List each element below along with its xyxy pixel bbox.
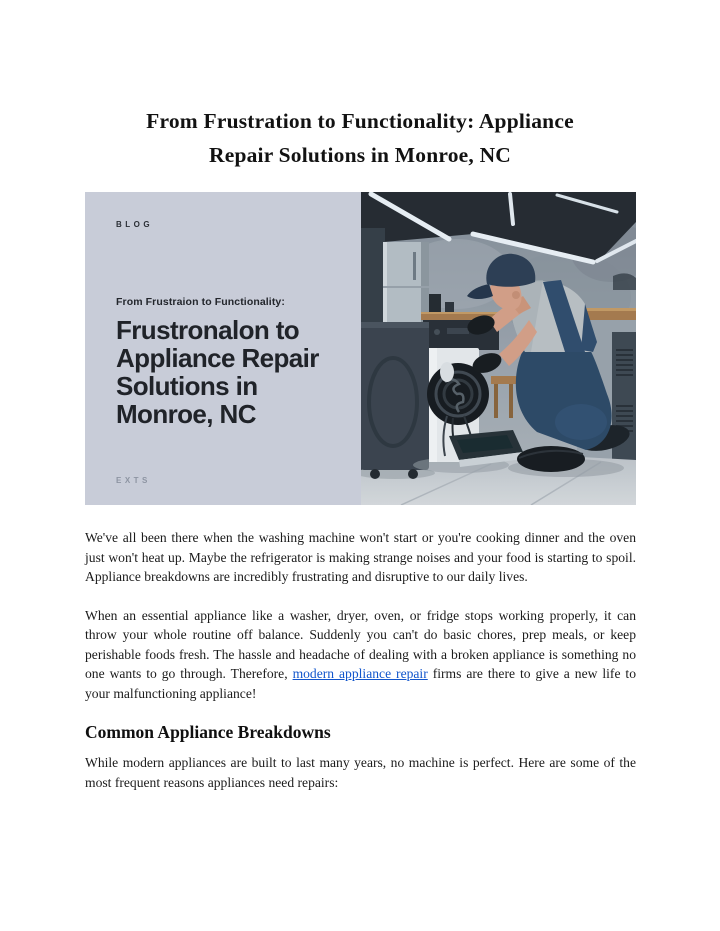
page-title [85, 104, 635, 172]
paragraph-intro: We've all been there when the washing machine won't start or you're cooking dinner and the oven just won't heat up. Maybe the refrigerator is making strange noises and your food is starting to spoil. Appliance breakdowns are incredibly frustrating and disruptive to our daily lives. [85, 530, 636, 584]
hero-blog-label: BLOG [116, 220, 154, 229]
paragraph-second-text-before: When an essential appliance like a washer, dryer, oven, or fridge stops working properly, it can throw your whole routine off balance. Suddenly you can't do basic chores, prep meals, or keep perishable foods fresh. The hassle and headache of dealing with a broken appliance is something no one wants to go through. Therefore, [85, 607, 636, 681]
paragraph-breakdowns-intro: While modern appliances are built to last many years, no machine is perfect. Here are some of the most frequent reasons appliances need repairs: [85, 755, 636, 790]
hero-image [85, 192, 636, 505]
modern-appliance-repair-link[interactable]: modern appliance repair [292, 666, 428, 681]
hero-headline-line3: Solutions in [116, 371, 258, 401]
page-title-line1: From Frustration to Functionality: Appliance [146, 109, 574, 133]
hero-photo [361, 192, 636, 505]
hero-footer-label: EXTS [116, 476, 151, 485]
hero-headline-line2: Appliance Repair [116, 343, 319, 373]
hero-headline-line1: Frustronalon to [116, 315, 300, 345]
section-heading-common-breakdowns: Common Appliance Breakdowns [85, 722, 331, 742]
hero-kicker: From Frustraion to Functionality: [116, 296, 285, 308]
hero-headline-line4: Monroe, NC [116, 399, 256, 429]
hero-photo-illustration [361, 192, 636, 505]
hero-text-panel [85, 192, 361, 505]
paragraph-second-text-after: firms are there to give a new life to your malfunctioning appliance! [85, 666, 636, 701]
page-title-line2: Repair Solutions in Monroe, NC [208, 143, 512, 167]
paragraph-second [85, 606, 636, 704]
hero-headline [116, 316, 341, 428]
